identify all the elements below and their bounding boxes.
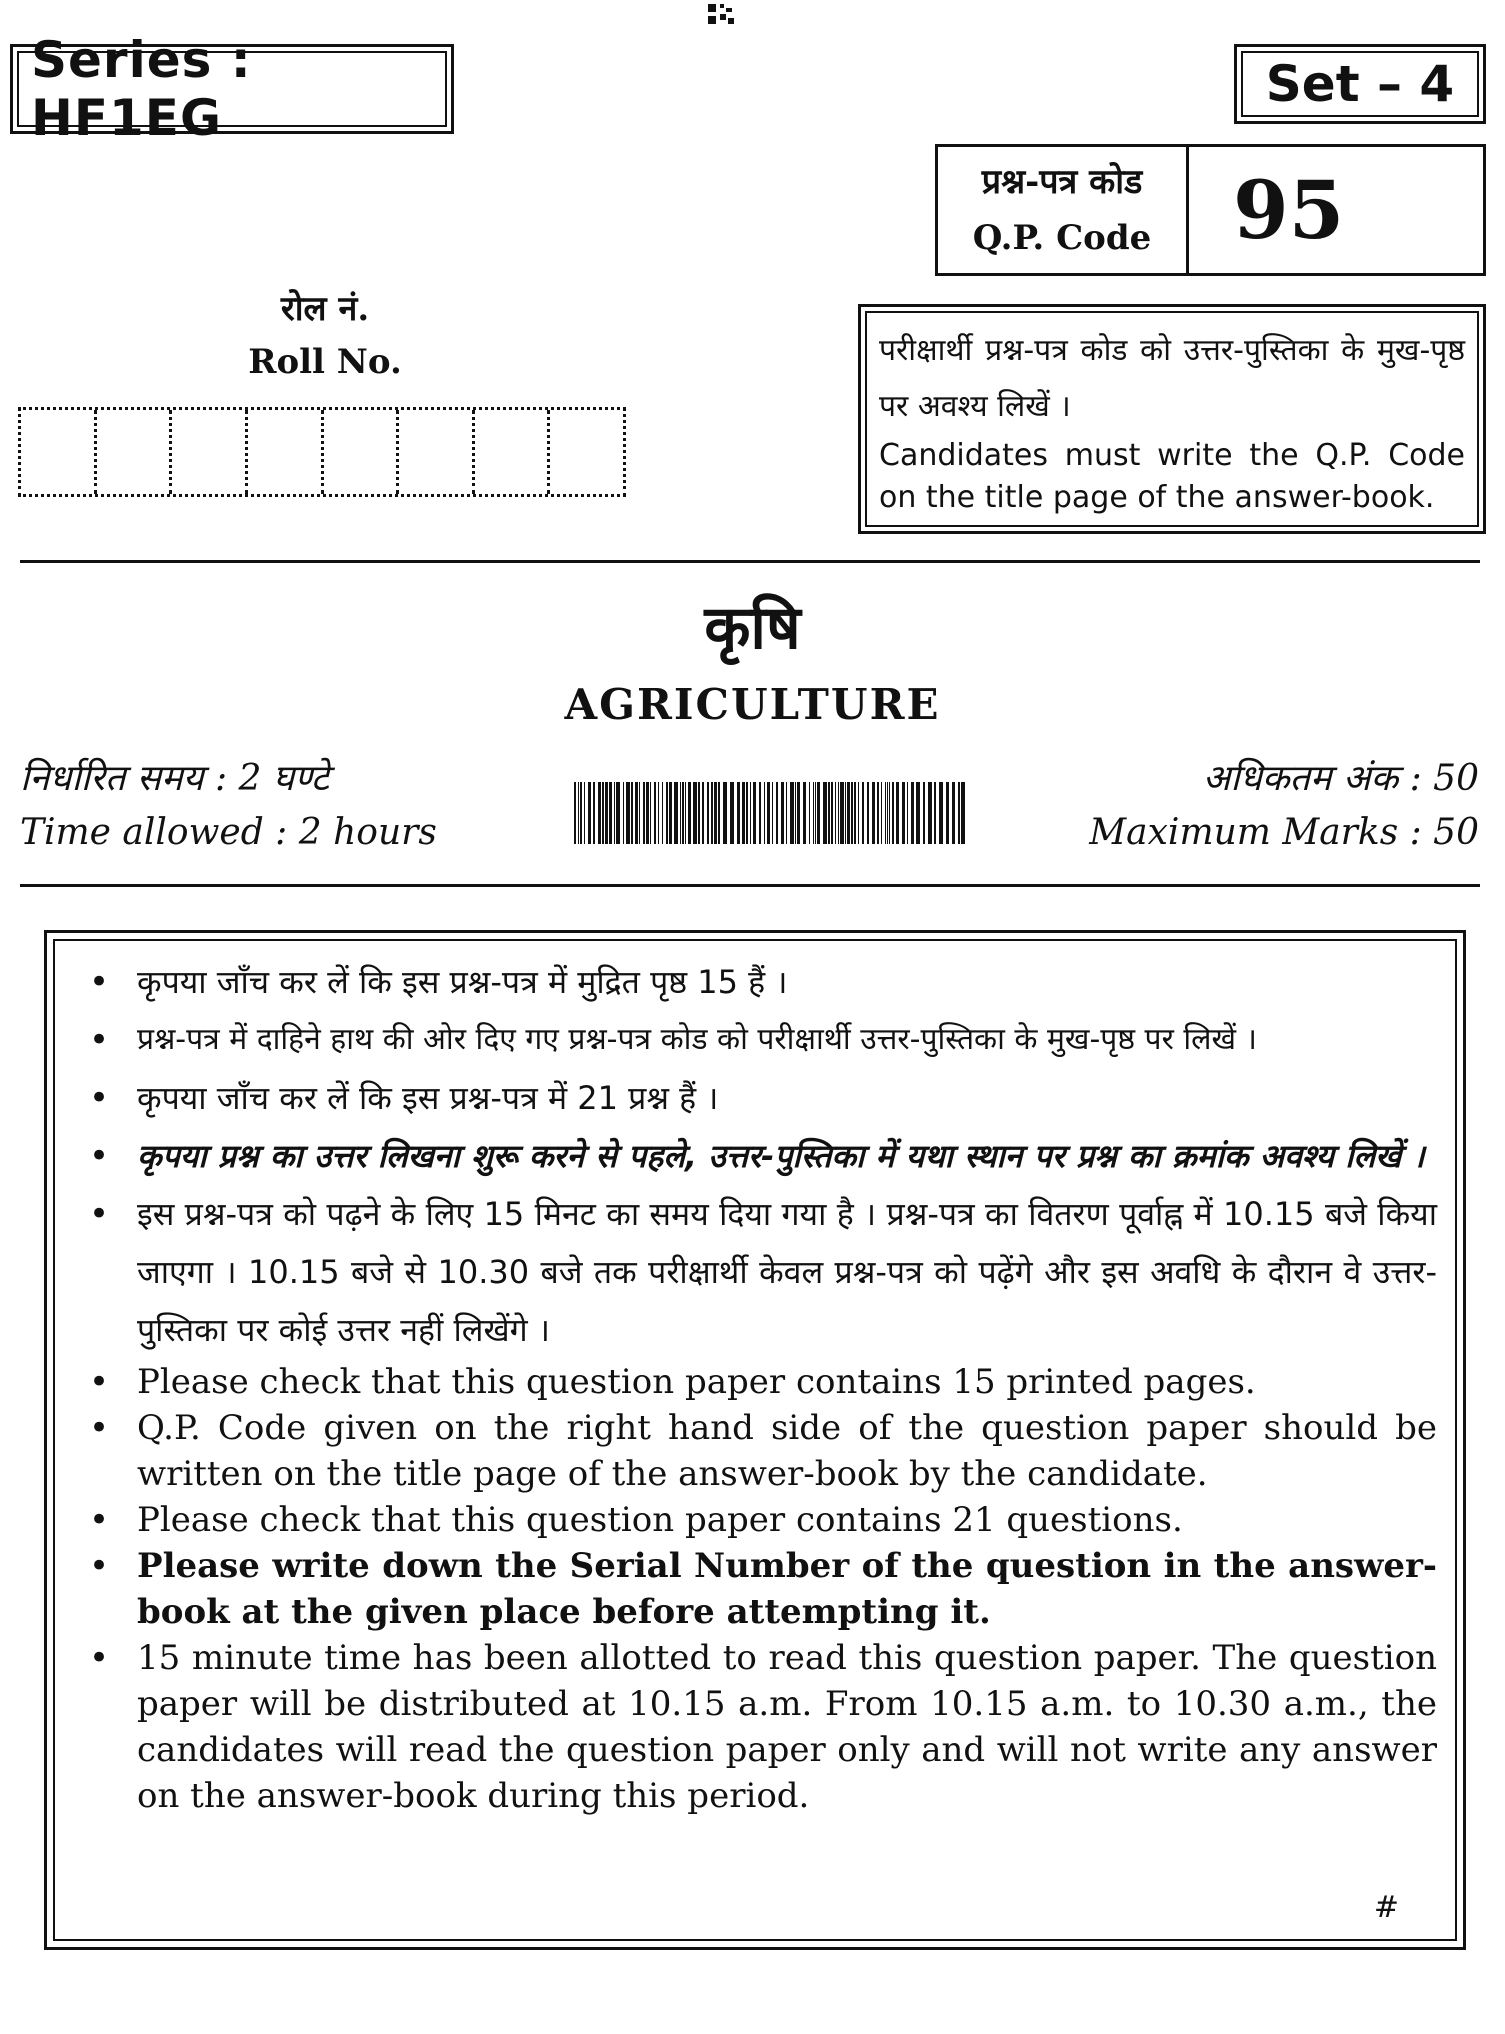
barcode-bar [845,782,846,844]
maximum-marks-hi: अधिकतम अंक : 50 [1202,758,1479,799]
instruction-text-hi: कृपया जाँच कर लें कि इस प्रश्न-पत्र में 21 प्रश्न हैं । [137,1079,719,1117]
barcode-bar [714,782,717,844]
bullet: • [89,1136,110,1176]
barcode-bar [952,782,955,844]
time-allowed-en: Time allowed : 2 hours [20,812,437,853]
barcode-bar [877,782,879,844]
roll-digit-box[interactable] [550,410,623,494]
barcode [574,782,972,844]
barcode-bar [639,782,640,844]
barcode-bar [838,782,839,844]
barcode-bar [795,782,796,844]
barcode-bar [730,782,734,844]
barcode-bar [934,782,936,844]
barcode-bar [867,782,869,844]
maximum-marks-en: Maximum Marks : 50 [1089,812,1479,853]
barcode-bar [764,782,765,844]
subject-title-hi: कृषि [704,593,801,663]
barcode-bar [835,782,836,844]
instruction-text-hi: कृपया प्रश्न का उत्तर लिखना शुरू करने से पहले, उत्तर-पुस्तिका में यथा स्थान पर प्रश्न का क्रमांक अवश्य लिखें । [137,1137,1425,1175]
roll-digit-box[interactable] [399,410,475,494]
barcode-bar [650,782,651,844]
barcode-bar [593,782,595,844]
set-label: Set – 4 [1241,51,1479,117]
instruction-item [83,953,1437,1011]
barcode-bar [753,782,756,844]
roll-digit-box[interactable] [248,410,324,494]
bullet: • [89,1078,110,1118]
barcode-bar [746,782,748,844]
barcode-bar [666,782,668,844]
bullet: • [89,1408,110,1448]
time-allowed-hi: निर्धारित समय : 2 घण्टे [20,758,330,799]
bullet: • [89,1638,110,1678]
barcode-bar [767,782,770,844]
barcode-bar [786,782,787,844]
qp-code-label-en: Q.P. Code [972,218,1152,258]
instruction-item [83,1359,1437,1405]
instructions-box [44,930,1466,1950]
barcode-bar [847,782,850,844]
barcode-bar [742,782,745,844]
barcode-bar [916,782,920,844]
barcode-bar [885,782,886,844]
instruction-item [83,1185,1437,1359]
footer-mark: # [1373,1890,1399,1925]
barcode-bar [711,782,713,844]
series-box [10,31,454,147]
barcode-bar [939,782,943,844]
barcode-bar [578,782,579,844]
barcode-bar [828,782,830,844]
barcode-bar [658,782,659,844]
qp-code-label-hi: प्रश्न-पत्र कोड [981,162,1143,202]
instruction-text-en: Q.P. Code given on the right hand side of the question paper should be written on the title page of the answer-book by the candidate. [137,1408,1437,1494]
barcode-bar [609,782,612,844]
barcode-bar [688,782,691,844]
bullet: • [89,962,110,1002]
barcode-bar [928,782,932,844]
barcode-bar [737,782,740,844]
barcode-bar [889,782,890,844]
barcode-bar [823,782,827,844]
barcode-bar [759,782,761,844]
bullet: • [89,1362,110,1402]
barcode-bar [854,782,856,844]
barcode-bar [669,782,672,844]
barcode-bar [781,782,784,844]
divider [20,884,1480,887]
barcode-bar [680,782,681,844]
barcode-bar [626,782,630,844]
bullet: • [89,1546,110,1586]
instruction-text-hi: प्रश्न-पत्र में दाहिने हाथ की ओर दिए गए प्रश्न-पत्र कोड को परीक्षार्थी उत्तर-पुस्तिका के मुख-पृष्ठ पर लिखें । [137,1022,1257,1057]
barcode-bar [809,782,810,844]
barcode-bar [790,782,794,844]
barcode-bar [718,782,720,844]
barcode-bar [817,782,820,844]
qp-code-label [938,147,1189,273]
qp-code-box [935,144,1486,276]
roll-digit-box[interactable] [97,410,173,494]
barcode-bar [698,782,700,844]
barcode-bar [911,782,914,844]
barcode-bar [588,782,591,844]
barcode-bar [892,782,894,844]
barcode-bar [643,782,645,844]
barcode-bar [646,782,649,844]
barcode-bar [631,782,633,844]
barcode-bar [702,782,704,844]
barcode-bar [776,782,778,844]
qp-code-note-box [858,304,1486,534]
barcode-bar [902,782,905,844]
instruction-text-en: Please check that this question paper contains 15 printed pages. [137,1362,1256,1402]
barcode-bar [605,782,608,844]
barcode-bar [797,782,800,844]
roll-digit-box[interactable] [324,410,400,494]
qp-code-value: 95 [1233,163,1345,257]
instruction-item [83,1011,1437,1069]
instruction-item [83,1543,1437,1635]
roll-digit-box[interactable] [21,410,97,494]
barcode-bar [674,782,678,844]
barcode-bar [693,782,697,844]
barcode-bar [654,782,656,844]
barcode-bar [682,782,684,844]
instruction-item [83,1635,1437,1819]
divider [20,560,1480,563]
barcode-bar [896,782,899,844]
instruction-item [83,1127,1437,1185]
barcode-bar [831,782,833,844]
instruction-text-en: Please write down the Serial Number of the question in the answer-book at the given place before attempting it. [137,1546,1437,1632]
barcode-bar [803,782,806,844]
roll-digit-box[interactable] [172,410,248,494]
barcode-bar [602,782,604,844]
barcode-bar [813,782,814,844]
instruction-text-en: 15 minute time has been allotted to read this question paper. The question paper will be distributed at 10.15 a.m. From 10.15 a.m. to 10.30 a.m., the candidates will read the question paper only and will not write any answer on the answer-book during this period. [137,1638,1437,1816]
barcode-bar [685,782,686,844]
barcode-bar [574,782,576,844]
barcode-bar [772,782,773,844]
barcode-bar [851,782,853,844]
barcode-bar [598,782,601,844]
barcode-bar [635,782,638,844]
barcode-bar [815,782,816,844]
qp-code-note-en: Candidates must write the Q.P. Code on the title page of the answer-book. [879,438,1465,515]
roll-digit-box[interactable] [475,410,551,494]
barcode-bar [750,782,751,844]
barcode-bar [907,782,908,844]
roll-number-boxes[interactable] [18,407,626,497]
barcode-bar [887,782,888,844]
barcode-bar [862,782,864,844]
instruction-text-hi: इस प्रश्न-पत्र को पढ़ने के लिए 15 मिनट का समय दिया गया है । प्रश्न-पत्र का वितरण पूर्वाह्न में 10.15 बजे किया जाएगा । 10.15 बजे से 10.30 बजे तक परीक्षार्थी केवल प्रश्न-पत्र को पढ़ेंगे और इस अवधि के दौरान वे उत्तर-पुस्तिका पर कोई उत्तर नहीं लिखेंगे । [137,1195,1437,1349]
barcode-bar [958,782,960,844]
barcode-bar [840,782,844,844]
barcode-bar [881,782,882,844]
barcode-bar [614,782,615,844]
barcode-bar [946,782,949,844]
instruction-text-hi: कृपया जाँच कर लें कि इस प्रश्न-पत्र में मुद्रित पृष्ठ 15 हैं । [137,963,788,1001]
bullet: • [89,1500,110,1540]
barcode-bar [707,782,709,844]
barcode-bar [580,782,582,844]
subject-title-en: AGRICULTURE [564,680,941,729]
barcode-bar [584,782,585,844]
instruction-item [83,1405,1437,1497]
roll-label-hi: रोल नं. [280,289,370,329]
barcode-bar [961,782,965,844]
instruction-text-en: Please check that this question paper contains 21 questions. [137,1500,1183,1540]
barcode-bar [662,782,663,844]
set-box [1234,44,1486,124]
qp-code-note-hi: परीक्षार्थी प्रश्न-पत्र कोड को उत्तर-पुस्तिका के मुख-पृष्ठ पर अवश्य लिखें । [879,333,1465,424]
bullet: • [89,1020,110,1060]
series-label: Series : HF1EG [17,51,447,127]
bullet: • [89,1194,110,1234]
barcode-bar [858,782,859,844]
barcode-bar [616,782,620,844]
barcode-bar [623,782,624,844]
instruction-item [83,1069,1437,1127]
barcode-bar [723,782,727,844]
barcode-bar [923,782,925,844]
instruction-item [83,1497,1437,1543]
qr-code-icon [708,4,734,24]
barcode-bar [872,782,875,844]
roll-label-en: Roll No. [248,342,402,382]
